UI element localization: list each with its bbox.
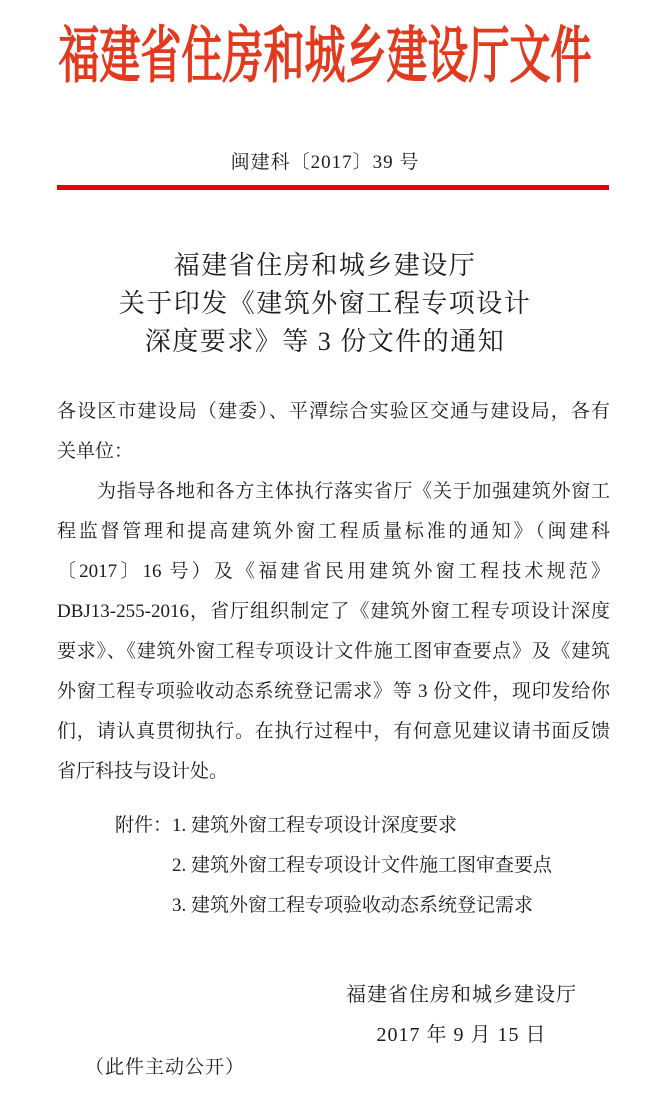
- attachments-section: [115, 806, 552, 926]
- attachment-row-3: [115, 886, 552, 926]
- red-header-banner: 福建省住房和城乡建设厅文件: [58, 21, 592, 90]
- body-line: 关单位：: [57, 441, 134, 462]
- body-line: 们，请认真贯彻执行。在执行过程中，有何意见建议请书面反馈: [57, 721, 610, 742]
- signature-org: 福建省住房和城乡建设厅: [346, 984, 577, 1006]
- document-title: [0, 247, 650, 361]
- attachments-label: 附件：: [115, 815, 173, 836]
- body-line: 省厅科技与设计处。: [57, 761, 229, 782]
- signature-block: [346, 975, 577, 1055]
- attachment-row-2: [115, 846, 552, 886]
- attachment-row-1: [115, 806, 552, 846]
- body-line: 外窗工程专项验收动态系统登记需求》等 3 份文件，现印发给你: [57, 681, 610, 702]
- body-line: 〔2017〕16 号）及《福建省民用建筑外窗工程技术规范》: [57, 561, 610, 582]
- body-line: DBJ13-255-2016，省厅组织制定了《建筑外窗工程专项设计深度: [57, 601, 610, 622]
- body-line: 各设区市建设局（建委）、平潭综合实验区交通与建设局，各有: [57, 401, 610, 422]
- disclosure-note: （此件主动公开）: [85, 1057, 246, 1078]
- attachment-item-2: 2. 建筑外窗工程专项设计文件施工图审查要点: [172, 855, 553, 876]
- document-body: [57, 392, 610, 792]
- signature-date: 2017 年 9 月 15 日: [376, 1024, 547, 1046]
- body-line: 为指导各地和各方主体执行落实省厅《关于加强建筑外窗工: [97, 481, 610, 502]
- red-divider-line: [57, 185, 609, 190]
- attachment-item-3: 3. 建筑外窗工程专项验收动态系统登记需求: [172, 895, 534, 916]
- title-line-3: 深度要求》等 3 份文件的通知: [144, 327, 506, 356]
- attachment-item-1: 1. 建筑外窗工程专项设计深度要求: [172, 815, 458, 836]
- title-line-2: 关于印发《建筑外窗工程专项设计: [118, 289, 532, 318]
- body-line: 要求》、《建筑外窗工程专项设计文件施工图审查要点》及《建筑: [57, 641, 610, 662]
- body-line: 程监督管理和提高建筑外窗工程质量标准的通知》（闽建科: [57, 521, 610, 542]
- document-number: 闽建科〔2017〕39 号: [230, 152, 420, 173]
- title-line-1: 福建省住房和城乡建设厅: [173, 251, 477, 280]
